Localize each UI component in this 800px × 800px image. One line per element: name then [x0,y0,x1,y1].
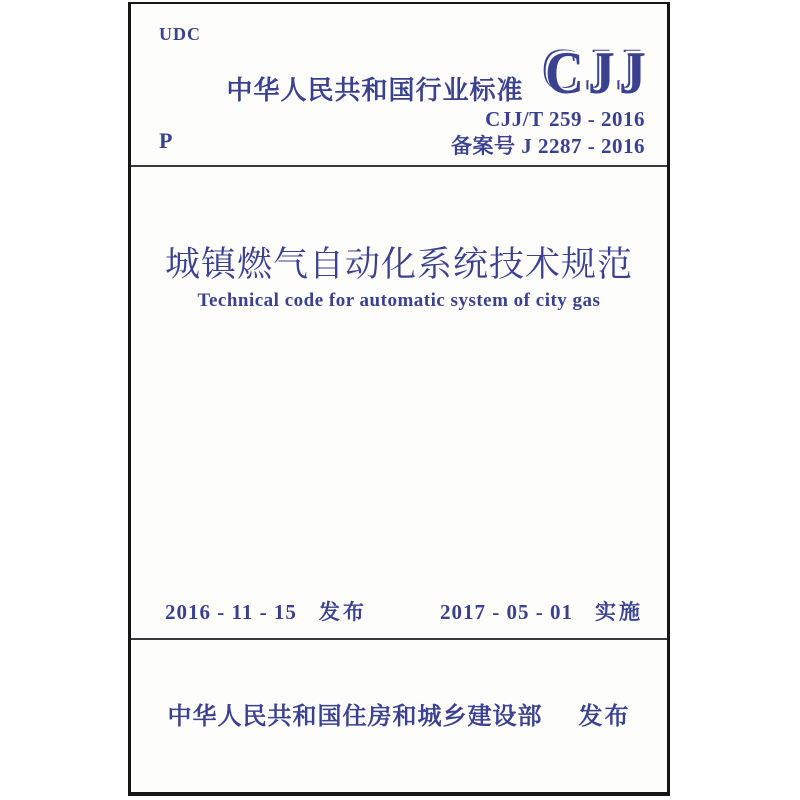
header-divider-line [131,165,667,167]
title-english: Technical code for automatic system of city gas [197,290,601,311]
issue-date-group [165,596,367,626]
publisher-row [131,696,667,731]
udc-label: UDC [159,24,201,44]
implement-date: 2017 - 05 - 01 [440,600,573,624]
standard-code: CJJ/T 259 - 2016 [485,107,645,131]
standard-type-heading: 中华人民共和国行业标准 [226,75,524,105]
standard-codes [451,106,645,160]
title-chinese: 城镇燃气自动化系统技术规范 [164,245,633,284]
issue-label: 发布 [318,601,367,624]
publisher-name: 中华人民共和国住房和城乡建设部 [167,703,543,730]
issue-date: 2016 - 11 - 15 [165,600,297,624]
implement-label: 实施 [595,601,643,624]
classification-label: P [159,128,173,153]
cjj-logo: CJJ [545,39,650,107]
record-number: 备案号 J 2287 - 2016 [451,134,645,158]
implement-date-group [440,596,643,626]
standard-cover [128,2,670,796]
dates-divider-line [131,638,667,640]
publisher-label: 发布 [578,703,631,730]
dates-row [131,596,667,626]
